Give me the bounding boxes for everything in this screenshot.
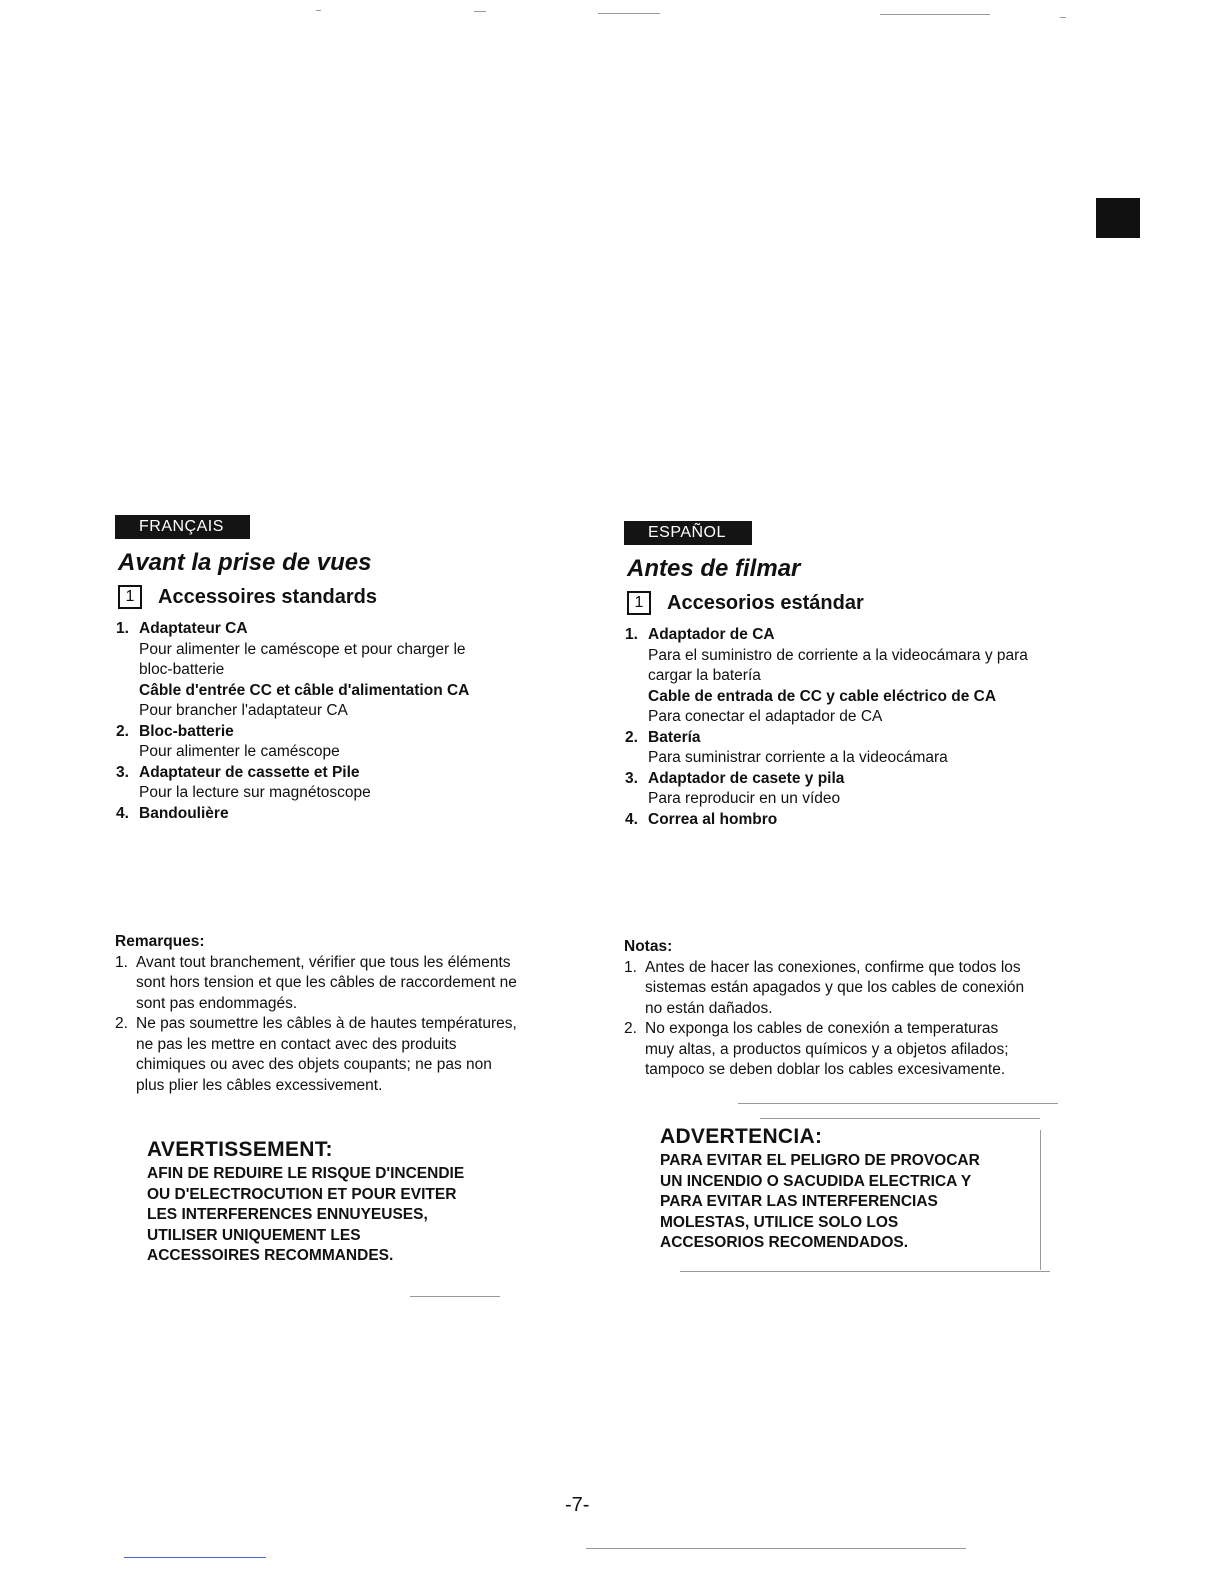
note-line: ne pas les mettre en contact avec des produits (136, 1035, 457, 1053)
note-item (624, 958, 1064, 1020)
francais-warning (147, 1138, 527, 1267)
accessories-heading (627, 591, 1064, 615)
warning-title: AVERTISSEMENT: (147, 1138, 333, 1161)
item-number: 4. (625, 810, 638, 828)
item-number: 3. (116, 763, 129, 781)
note-line: sont pas endommagés. (136, 994, 298, 1012)
item-detail: Pour alimenter le caméscope (139, 743, 340, 760)
item-name: Adaptador de casete y pila (648, 769, 845, 787)
scan-speck (1040, 1130, 1041, 1270)
scan-speck (410, 1296, 500, 1297)
note-number: 1. (115, 953, 128, 971)
item-detail-bold: Cable de entrada de CC y cable eléctrico de CA (648, 687, 997, 705)
note-item (624, 1019, 1064, 1081)
note-number: 1. (624, 958, 637, 976)
note-line: Avant tout branchement, vérifier que tous les éléments (136, 953, 511, 971)
item-name: Adaptateur CA (139, 620, 248, 637)
scan-speck (760, 1118, 1040, 1119)
footer-link-line (124, 1557, 266, 1558)
item-detail: Pour la lecture sur magnétoscope (139, 784, 371, 801)
warning-line: ACCESORIOS RECOMENDADOS. (660, 1234, 909, 1251)
francais-column (115, 515, 555, 824)
list-item (115, 804, 555, 825)
item-name: Adaptateur de cassette et Pile (139, 763, 360, 781)
item-number: 1. (116, 620, 129, 637)
note-line: plus plier les câbles excessivement. (136, 1076, 383, 1094)
item-detail: Pour alimenter le caméscope et pour charger le (139, 640, 466, 658)
scan-speck (880, 14, 990, 15)
scan-speck (586, 1548, 966, 1549)
language-tag: ESPAÑOL (624, 521, 752, 545)
scan-speck (474, 11, 486, 12)
note-item (115, 953, 555, 1015)
section-heading: Antes de filmar (627, 555, 801, 582)
list-item (115, 722, 555, 763)
list-item (624, 728, 1064, 769)
notes-heading: Remarques: (115, 933, 205, 950)
notes-heading: Notas: (624, 938, 673, 955)
accessory-list (624, 625, 1064, 830)
scan-speck (738, 1103, 1058, 1104)
warning-title: ADVERTENCIA: (660, 1125, 823, 1148)
list-item (115, 619, 555, 722)
warning-body (660, 1151, 1040, 1254)
page-number: -7- (565, 1494, 590, 1516)
note-line: muy altas, a productos químicos y a objetos afilados; (645, 1040, 1009, 1058)
list-item (115, 763, 555, 804)
list-item (624, 810, 1064, 831)
note-number: 2. (115, 1015, 128, 1032)
item-detail: Para el suministro de corriente a la videocámara y para (648, 646, 1028, 664)
warning-line: ACCESSOIRES RECOMMANDES. (147, 1247, 394, 1264)
page-edge-marker (1096, 198, 1140, 238)
warning-line: MOLESTAS, UTILICE SOLO LOS (660, 1213, 899, 1231)
warning-line: LES INTERFERENCES ENNUYEUSES, (147, 1206, 428, 1223)
item-detail: Pour brancher l'adaptateur CA (139, 702, 348, 719)
list-item (624, 625, 1064, 728)
section-number-box: 1 (118, 585, 142, 609)
item-number: 1. (625, 626, 638, 643)
scan-speck (316, 10, 321, 11)
warning-line: UTILISER UNIQUEMENT LES (147, 1226, 361, 1244)
espanol-warning (660, 1125, 1040, 1254)
warning-line: PARA EVITAR LAS INTERFERENCIAS (660, 1193, 938, 1210)
note-line: Antes de hacer las conexiones, confirme que todos los (645, 958, 1021, 976)
section-title: Accesorios estándar (667, 591, 864, 614)
scan-speck (598, 13, 660, 14)
warning-line: OU D'ELECTROCUTION ET POUR EVITER (147, 1185, 457, 1203)
warning-line: PARA EVITAR EL PELIGRO DE PROVOCAR (660, 1152, 980, 1169)
note-item (115, 1014, 555, 1096)
section-number-box: 1 (627, 591, 651, 615)
language-tag: FRANÇAIS (115, 515, 250, 539)
warning-line: AFIN DE REDUIRE LE RISQUE D'INCENDIE (147, 1165, 465, 1182)
item-detail: Para suministrar corriente a la videocámara (648, 749, 948, 766)
item-name: Bloc-batterie (139, 722, 234, 740)
item-detail: bloc-batterie (139, 661, 225, 678)
note-line: sont hors tension et que les câbles de raccordement ne (136, 974, 517, 991)
item-detail: Para reproducir en un vídeo (648, 790, 841, 807)
warning-body (147, 1164, 527, 1267)
list-item (624, 769, 1064, 810)
item-number: 3. (625, 769, 638, 787)
espanol-notes (624, 937, 1064, 1081)
item-name: Batería (648, 728, 701, 746)
note-number: 2. (624, 1020, 637, 1037)
item-number: 2. (116, 722, 129, 740)
section-heading: Avant la prise de vues (118, 549, 372, 576)
warning-line: UN INCENDIO O SACUDIDA ELECTRICA Y (660, 1172, 972, 1190)
note-line: Ne pas soumettre les câbles à de hautes températures, (136, 1015, 517, 1032)
francais-notes (115, 932, 555, 1096)
note-line: No exponga los cables de conexión a temperaturas (645, 1020, 999, 1037)
accessory-list (115, 619, 555, 824)
note-line: chimiques ou avec des objets coupants; ne pas non (136, 1056, 492, 1073)
item-detail: cargar la batería (648, 667, 761, 684)
section-title: Accessoires standards (158, 585, 378, 608)
note-line: no están dañados. (645, 999, 773, 1017)
scan-speck (680, 1271, 1050, 1272)
note-line: tampoco se deben doblar los cables excesivamente. (645, 1061, 1006, 1078)
item-number: 4. (116, 804, 129, 822)
item-detail-bold: Câble d'entrée CC et câble d'alimentation CA (139, 681, 470, 699)
espanol-column (624, 521, 1064, 830)
item-number: 2. (625, 728, 638, 746)
scan-speck (1060, 17, 1066, 18)
note-line: sistemas están apagados y que los cables de conexión (645, 979, 1025, 996)
item-name: Adaptador de CA (648, 626, 775, 643)
item-name: Correa al hombro (648, 810, 778, 828)
item-detail: Para conectar el adaptador de CA (648, 708, 883, 725)
accessories-heading (118, 585, 555, 609)
item-name: Bandoulière (139, 804, 229, 822)
